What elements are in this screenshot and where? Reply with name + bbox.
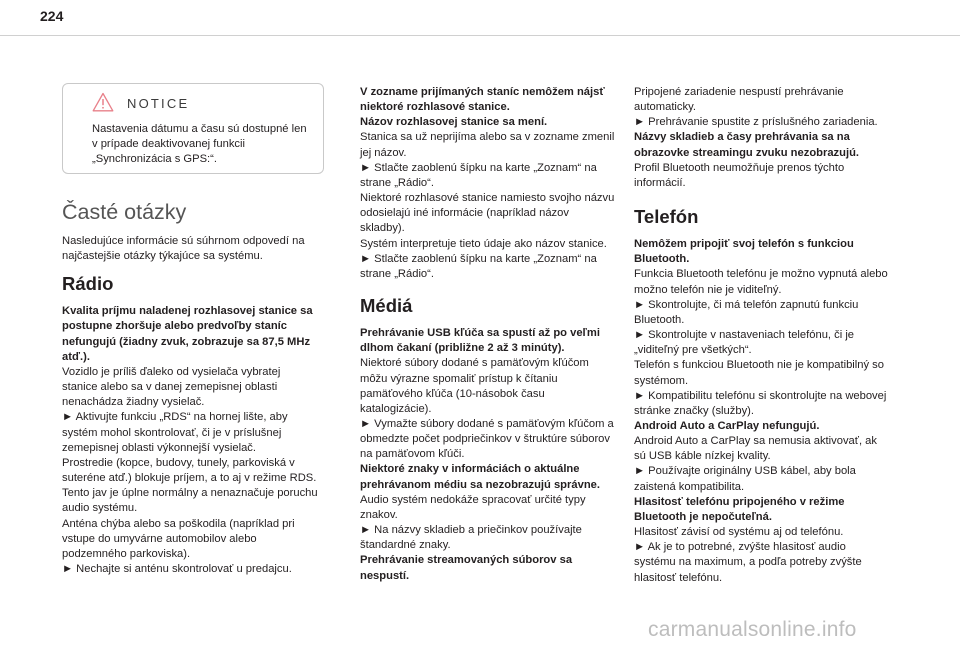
question-text: Hlasitosť telefónu pripojeného v režime Bluetooth je nepočuteľná. bbox=[634, 495, 845, 523]
faq-intro: Nasledujúce informácie sú súhrnom odpovedí na najčastejšie otázky týkajúce sa systému. bbox=[62, 235, 305, 263]
answer-text: Stanica sa už neprijíma alebo sa v zozname zmenil jej názov. bbox=[360, 131, 615, 159]
radio-section-body bbox=[62, 304, 318, 577]
answer-text: Funkcia Bluetooth telefónu je možno vypnutá alebo možno telefón nie je viditeľný. bbox=[634, 268, 888, 296]
faq-heading: Časté otázky bbox=[62, 200, 187, 224]
answer-text: Systém interpretuje tieto údaje ako názov stanice. bbox=[360, 237, 607, 250]
phone-heading: Telefón bbox=[634, 206, 699, 228]
answer-text: ► Používajte originálny USB kábel, aby bola zaistená kompatibilita. bbox=[634, 465, 856, 493]
answer-text: Telefón s funkciou Bluetooth nie je kompatibilný so systémom. bbox=[634, 359, 885, 387]
column-2 bbox=[360, 85, 616, 584]
notice-text: Nastavenia dátumu a času sú dostupné len v prípade deaktivovanej funkcii „Synchronizácia s GPS:“. bbox=[92, 123, 307, 165]
answer-text: ► Na názvy skladieb a priečinkov používajte štandardné znaky. bbox=[360, 524, 582, 552]
answer-text: ► Stlačte zaoblenú šípku na karte „Zoznam“ na strane „Rádio“. bbox=[360, 161, 597, 189]
answer-text: ► Kompatibilitu telefónu si skontrolujte na webovej stránke značky (služby). bbox=[634, 389, 887, 417]
watermark-text: carmanualsonline.info bbox=[648, 618, 857, 641]
answer-text: Niektoré súbory dodané s pamäťovým kľúčom môžu výrazne spomaliť prístup k čítaniu pamäťového kľúča (10-násobok času katalogizácie). bbox=[360, 357, 589, 415]
answer-text: Android Auto a CarPlay sa nemusia aktivovať, ak sú USB káble nízkej kvality. bbox=[634, 435, 877, 463]
answer-text: Prostredie (kopce, budovy, tunely, parkoviská v suteréne atď.) blokuje príjem, a to aj v režime RDS. bbox=[62, 456, 317, 485]
question-text: Android Auto a CarPlay nefungujú. bbox=[634, 419, 820, 432]
question-text: Nemôžem pripojiť svoj telefón s funkciou Bluetooth. bbox=[634, 238, 854, 266]
media-section-body bbox=[360, 326, 616, 584]
notice-title: NOTICE bbox=[127, 96, 190, 111]
page-number: 224 bbox=[40, 8, 64, 24]
radio-section-continued bbox=[360, 85, 616, 282]
answer-text: ► Vymažte súbory dodané s pamäťovým kľúčom a obmedzte počet podpriečinkov v štruktúre súborov na pamäťovom kľúči. bbox=[360, 417, 614, 461]
top-divider bbox=[0, 35, 960, 36]
question-text: Prehrávanie streamovaných súborov sa nespustí. bbox=[360, 554, 573, 582]
answer-text: ► Nechajte si anténu skontrolovať u predajcu. bbox=[62, 562, 292, 575]
media-heading: Médiá bbox=[360, 295, 413, 317]
radio-heading: Rádio bbox=[62, 273, 114, 295]
answer-text: ► Ak je to potrebné, zvýšte hlasitosť audio systému na maximum, a podľa potreby zvýšte hlasitosť telefónu. bbox=[634, 541, 862, 584]
answer-text: ► Aktivujte funkciu „RDS“ na hornej lište, aby systém mohol skontrolovať, či je v príslušnej zemepisnej oblasti výkonnejší vysielač. bbox=[62, 411, 288, 454]
answer-text: Tento jav je úplne normálny a nenaznačuje poruchu audio systému. bbox=[62, 487, 318, 515]
warning-triangle-icon bbox=[92, 92, 114, 112]
question-text: Niektoré znaky v informáciách o aktuálne prehrávanom médiu sa nezobrazujú správne. bbox=[360, 463, 600, 491]
column-3 bbox=[634, 85, 890, 586]
answer-text: Anténa chýba alebo sa poškodila (napríklad pri vstupe do umyvárne automobilov alebo podzemného parkoviska). bbox=[62, 517, 295, 560]
question-text: Kvalita príjmu naladenej rozhlasovej stanice sa postupne zhoršuje alebo predvoľby staníc nefungujú (žiadny zvuk, zobrazuje sa 87,5 MHz atď.). bbox=[62, 305, 313, 363]
answer-text: ► Prehrávanie spustite z príslušného zariadenia. bbox=[634, 116, 878, 129]
answer-text: ► Skontrolujte v nastaveniach telefónu, či je „viditeľný pre všetkých“. bbox=[634, 329, 855, 357]
phone-section-body bbox=[634, 237, 890, 586]
answer-text: Vozidlo je príliš ďaleko od vysielača vybratej stanice alebo sa v danej zemepisnej oblasti nenachádza žiadny vysielač. bbox=[62, 365, 281, 409]
answer-text: Pripojené zariadenie nespustí prehrávanie automaticky. bbox=[634, 86, 844, 114]
column-1 bbox=[62, 83, 318, 577]
media-section-continued bbox=[634, 85, 890, 191]
answer-text: ► Stlačte zaoblenú šípku na karte „Zoznam“ na strane „Rádio“. bbox=[360, 252, 597, 280]
answer-text: Hlasitosť závisí od systému aj od telefónu. bbox=[634, 526, 844, 539]
question-text: Názvy skladieb a časy prehrávania sa na obrazovke streamingu zvuku nezobrazujú. bbox=[634, 131, 860, 159]
question-text: V zozname prijímaných staníc nemôžem nájsť niektoré rozhlasové stanice. bbox=[360, 86, 605, 114]
question-text: Názov rozhlasovej stanice sa mení. bbox=[360, 116, 548, 129]
notice-box bbox=[62, 83, 324, 174]
answer-text: Profil Bluetooth neumožňuje prenos týchto informácií. bbox=[634, 161, 845, 189]
answer-text: Niektoré rozhlasové stanice namiesto svojho názvu odosielajú iné informácie (napríklad názov skladby). bbox=[360, 192, 615, 235]
answer-text: ► Skontrolujte, či má telefón zapnutú funkciu Bluetooth. bbox=[634, 298, 859, 326]
answer-text: Audio systém nedokáže spracovať určité typy znakov. bbox=[360, 493, 586, 521]
question-text: Prehrávanie USB kľúča sa spustí až po veľmi dlhom čakaní (približne 2 až 3 minúty). bbox=[360, 327, 600, 355]
